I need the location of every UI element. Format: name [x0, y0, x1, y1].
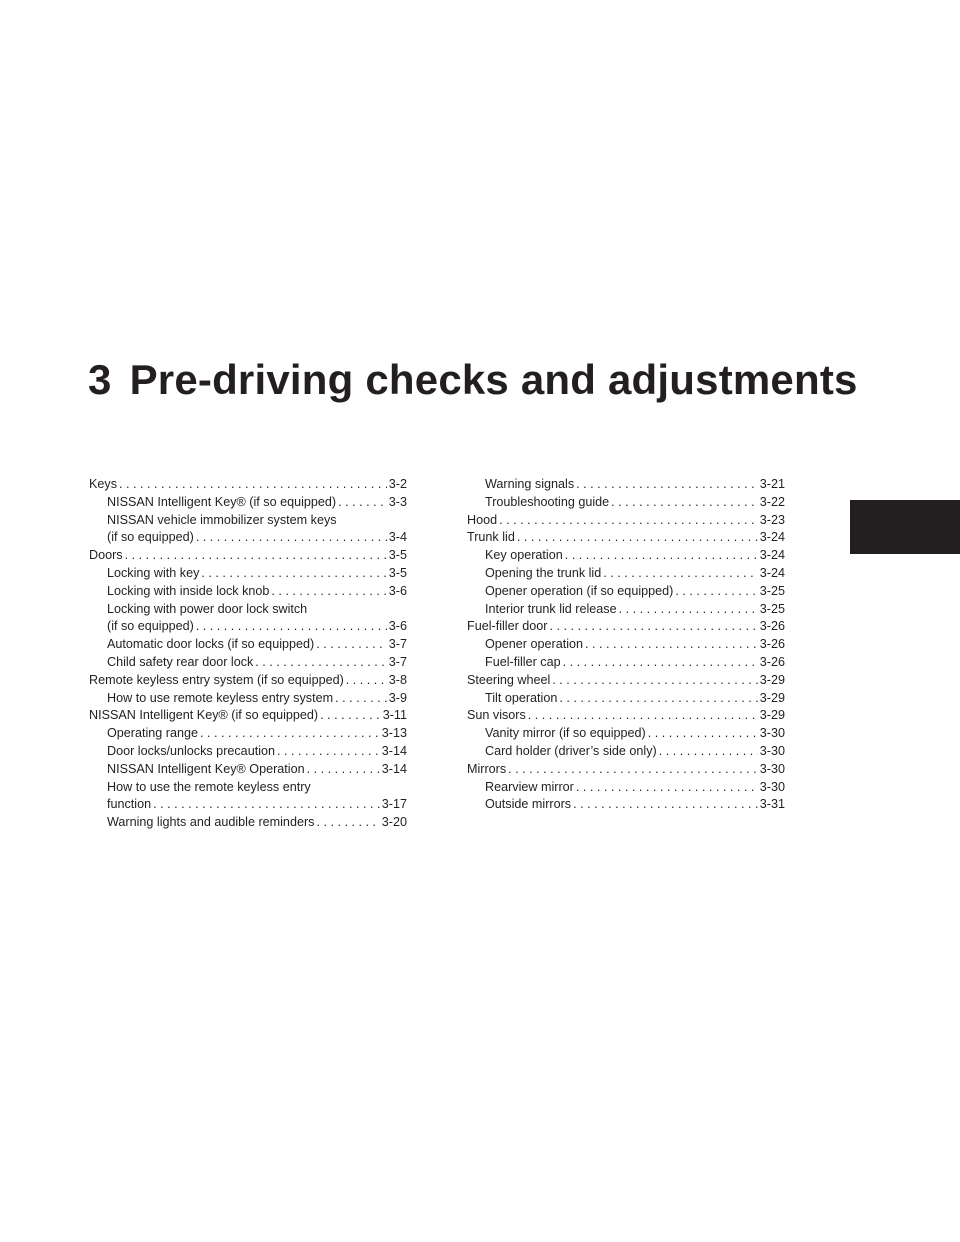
- toc-entry-title: Door locks/unlocks precaution: [107, 743, 275, 758]
- toc-page-number: 3-24: [759, 548, 785, 563]
- toc-page-number: 3-31: [759, 797, 785, 812]
- toc-entry-multiline[interactable]: [89, 779, 407, 815]
- toc-entry-title: (if so equipped): [107, 530, 194, 545]
- toc-page-number: 3-23: [759, 512, 785, 527]
- toc-entry-title: Doors: [89, 548, 123, 563]
- toc-entry[interactable]: [467, 725, 785, 743]
- toc-entry[interactable]: [107, 529, 407, 547]
- toc-page-number: 3-20: [381, 815, 407, 830]
- dot-leader: [200, 725, 380, 743]
- dot-leader: [576, 779, 758, 797]
- toc-page-number: 3-26: [759, 637, 785, 652]
- dot-leader: [675, 583, 757, 601]
- toc-entry[interactable]: [467, 743, 785, 761]
- toc-page-number: 3-26: [759, 654, 785, 669]
- toc-page-number: 3-2: [388, 477, 407, 491]
- toc-entry-multiline[interactable]: [89, 601, 407, 637]
- toc-entry[interactable]: [467, 690, 785, 708]
- toc-entry[interactable]: [89, 707, 407, 725]
- toc-entry-title: (if so equipped): [107, 619, 194, 634]
- toc-entry[interactable]: [89, 672, 407, 690]
- toc-page-number: 3-29: [759, 672, 785, 687]
- toc-entry-multiline[interactable]: [89, 512, 407, 548]
- dot-leader: [552, 672, 757, 690]
- toc-page-number: 3-26: [759, 619, 785, 634]
- toc-page-number: 3-14: [381, 761, 407, 776]
- toc-entry-title: Child safety rear door lock: [107, 654, 254, 669]
- toc-entry-title-line1: NISSAN vehicle immobilizer system keys: [107, 512, 337, 527]
- dot-leader: [517, 529, 758, 547]
- toc-page-number: 3-6: [388, 583, 407, 598]
- dot-leader: [585, 636, 758, 654]
- dot-leader: [508, 761, 758, 779]
- toc-page-number: 3-24: [759, 530, 785, 545]
- toc-entry-title: NISSAN Intelligent Key® (if so equipped): [107, 494, 337, 509]
- dot-leader: [125, 547, 387, 565]
- chapter-tab-marker: [850, 500, 960, 554]
- toc-page-number: 3-14: [381, 743, 407, 758]
- dot-leader: [201, 565, 386, 583]
- toc-entry[interactable]: [467, 476, 785, 494]
- toc-entry-title: function: [107, 797, 152, 812]
- dot-leader: [603, 565, 758, 583]
- toc-entry-title: Steering wheel: [467, 672, 551, 687]
- dot-leader: [659, 743, 758, 761]
- toc-entry-title: Fuel-filler cap: [485, 654, 561, 669]
- toc-entry[interactable]: [89, 494, 407, 512]
- dot-leader: [338, 494, 387, 512]
- dot-leader: [335, 690, 387, 708]
- toc-entry-title: Outside mirrors: [485, 797, 572, 812]
- toc-entry[interactable]: [467, 618, 785, 636]
- dot-leader: [277, 743, 380, 761]
- toc-entry[interactable]: [467, 565, 785, 583]
- toc-page-number: 3-25: [759, 601, 785, 616]
- toc-page-number: 3-9: [388, 690, 407, 705]
- toc-entry[interactable]: [89, 814, 407, 832]
- toc-page-number: 3-11: [382, 708, 407, 723]
- toc-entry[interactable]: [467, 512, 785, 530]
- toc-page-number: 3-8: [388, 672, 407, 687]
- toc-entry[interactable]: [467, 583, 785, 601]
- toc-entry-title: Key operation: [485, 548, 563, 563]
- toc-entry[interactable]: [107, 796, 407, 814]
- toc-entry-title: Mirrors: [467, 761, 507, 776]
- toc-entry[interactable]: [89, 565, 407, 583]
- toc-page-number: 3-5: [388, 548, 407, 563]
- toc-entry[interactable]: [89, 761, 407, 779]
- dot-leader: [271, 583, 386, 601]
- chapter-number: 3: [88, 356, 112, 403]
- toc-page-number: 3-29: [759, 708, 785, 723]
- toc-page-number: 3-30: [759, 761, 785, 776]
- toc-entry-title: Fuel-filler door: [467, 619, 548, 634]
- dot-leader: [565, 547, 758, 565]
- toc-entry-title: NISSAN Intelligent Key® (if so equipped): [89, 708, 319, 723]
- dot-leader: [528, 707, 758, 725]
- dot-leader: [573, 796, 758, 814]
- toc-page-number: 3-24: [759, 565, 785, 580]
- dot-leader: [576, 476, 758, 494]
- toc-entry-title: Opener operation (if so equipped): [485, 583, 674, 598]
- dot-leader: [563, 654, 758, 672]
- toc-entry-title: Card holder (driver’s side only): [485, 743, 657, 758]
- dot-leader: [316, 814, 379, 832]
- toc-page-number: 3-3: [388, 494, 407, 509]
- toc-entry[interactable]: [467, 761, 785, 779]
- dot-leader: [619, 601, 758, 619]
- toc-page-number: 3-13: [381, 726, 407, 741]
- toc-entry[interactable]: [467, 547, 785, 565]
- toc-entry[interactable]: [467, 796, 785, 814]
- dot-leader: [307, 761, 380, 779]
- toc-entry[interactable]: [467, 779, 785, 797]
- dot-leader: [550, 618, 758, 636]
- toc-page-number: 3-30: [759, 743, 785, 758]
- toc-entry[interactable]: [89, 583, 407, 601]
- dot-leader: [196, 529, 387, 547]
- toc-entry[interactable]: [89, 725, 407, 743]
- toc-entry-title: Warning signals: [485, 477, 575, 491]
- dot-leader: [320, 707, 381, 725]
- toc-entry[interactable]: [107, 618, 407, 636]
- toc-entry-title-line1: Locking with power door lock switch: [107, 601, 308, 616]
- chapter-title-text: Pre-driving checks and adjustments: [129, 356, 858, 403]
- toc-entry[interactable]: [467, 494, 785, 512]
- toc-page-number: 3-25: [759, 583, 785, 598]
- toc-page-number: 3-30: [759, 726, 785, 741]
- toc-page-number: 3-17: [381, 797, 407, 812]
- dot-leader: [316, 636, 387, 654]
- toc-entry-title: Troubleshooting guide: [485, 494, 610, 509]
- toc-entry[interactable]: [89, 476, 407, 494]
- toc-entry-title: Opening the trunk lid: [485, 565, 602, 580]
- dot-leader: [499, 512, 758, 530]
- toc-page-number: 3-29: [759, 690, 785, 705]
- toc-entry[interactable]: [89, 654, 407, 672]
- dot-leader: [153, 796, 380, 814]
- toc-left-column: [89, 476, 407, 832]
- toc-entry[interactable]: [89, 743, 407, 761]
- dot-leader: [611, 494, 758, 512]
- dot-leader: [196, 618, 387, 636]
- toc-entry[interactable]: [467, 636, 785, 654]
- toc-entry-title: How to use remote keyless entry system: [107, 690, 334, 705]
- toc-entry-title: Automatic door locks (if so equipped): [107, 637, 315, 652]
- toc-entry[interactable]: [467, 529, 785, 547]
- dot-leader: [648, 725, 758, 743]
- toc-entry-title: Hood: [467, 512, 498, 527]
- toc-entry-title: Vanity mirror (if so equipped): [485, 726, 646, 741]
- toc-entry-title: Remote keyless entry system (if so equipped): [89, 672, 344, 687]
- toc-entry-title: Operating range: [107, 726, 199, 741]
- toc-entry[interactable]: [467, 672, 785, 690]
- toc-entry-title: Tilt operation: [485, 690, 558, 705]
- toc-entry[interactable]: [467, 654, 785, 672]
- toc-right-column: [467, 476, 785, 814]
- toc-entry-title: Warning lights and audible reminders: [107, 815, 315, 830]
- toc-entry-title: Locking with key: [107, 565, 200, 580]
- toc-entry-title: Trunk lid: [467, 530, 515, 545]
- toc-entry[interactable]: [89, 690, 407, 708]
- dot-leader: [559, 690, 757, 708]
- toc-page-number: 3-6: [388, 619, 407, 634]
- dot-leader: [119, 476, 387, 494]
- toc-page-number: 3-5: [388, 565, 407, 580]
- toc-entry-title: Opener operation: [485, 637, 584, 652]
- toc-entry[interactable]: [467, 707, 785, 725]
- toc-page-number: 3-7: [388, 654, 407, 669]
- toc-entry-title: Interior trunk lid release: [485, 601, 617, 616]
- toc-page-number: 3-4: [388, 530, 407, 545]
- toc-page-number: 3-7: [388, 637, 407, 652]
- dot-leader: [255, 654, 387, 672]
- toc-page-number: 3-22: [759, 494, 785, 509]
- toc-entry-title: Sun visors: [467, 708, 526, 723]
- toc-entry-title: NISSAN Intelligent Key® Operation: [107, 761, 305, 776]
- toc-page-number: 3-21: [759, 477, 785, 491]
- toc-entry[interactable]: [89, 547, 407, 565]
- toc-entry[interactable]: [89, 636, 407, 654]
- toc-entry-title-line1: How to use the remote keyless entry: [107, 779, 311, 794]
- toc-entry-title: Locking with inside lock knob: [107, 583, 270, 598]
- toc-entry[interactable]: [467, 601, 785, 619]
- toc-entry-title: Rearview mirror: [485, 779, 574, 794]
- dot-leader: [346, 672, 387, 690]
- chapter-title: [88, 356, 858, 404]
- toc-page-number: 3-30: [759, 779, 785, 794]
- toc-entry-title: Keys: [89, 477, 117, 491]
